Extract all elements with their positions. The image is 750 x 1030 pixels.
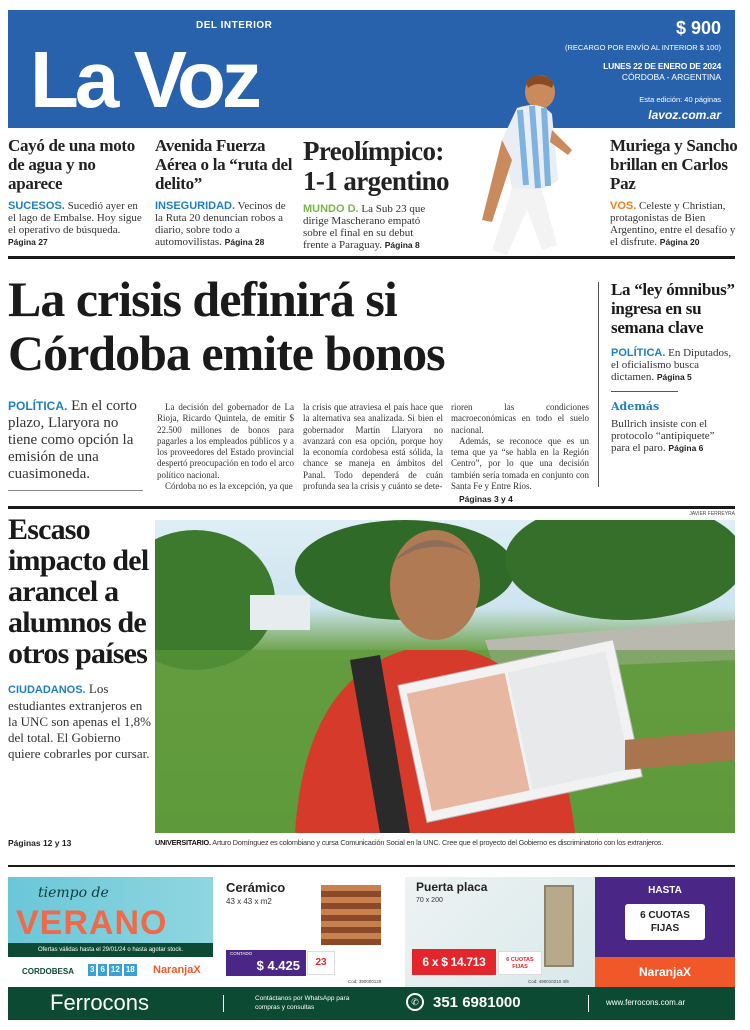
story-headline[interactable]: Muriega y Sancho brillan en Carlos Paz [610,136,738,193]
top-story [610,136,738,248]
section-label: POLÍTICA. [611,347,666,359]
price-label: CONTADO [230,951,253,956]
top-story [8,136,146,248]
story-summary [303,203,438,251]
installment-badge: 18 [125,965,135,974]
section-label: CIUDADANOS. [8,684,86,696]
installment-badge: 6 CUOTAS FIJAS [498,951,542,975]
edition-pages: Esta edición: 40 páginas [639,95,721,104]
contact-text: Contáctanos por WhatsApp para compras y consultas [255,995,350,1011]
hasta-label: HASTA [648,885,682,896]
body-column [157,402,294,492]
price: $ 900 [675,18,721,38]
city: CÓRDOBA - ARGENTINA [621,72,721,82]
page-ref: Página 27 [8,237,48,247]
page-ref: Página 6 [668,443,704,453]
divider [8,506,735,509]
feature-summary [8,681,153,762]
story-headline[interactable]: Avenida Fuerza Aérea o la “ruta del delito” [155,136,293,193]
body-column [451,402,589,506]
feature-story [8,514,153,762]
masthead [8,10,735,128]
cuotas-badge: 6 CUOTAS FIJAS [625,904,705,940]
page-ref: Página 8 [384,240,420,250]
section-label: MUNDO D. [303,203,359,215]
feature-headline[interactable]: Escaso impacto del arancel a alumnos de otros países [8,513,149,670]
page-ref: Páginas 3 y 4 [459,494,513,505]
door-image [544,885,574,967]
column-divider [598,282,599,487]
installment-badge: 23 [307,951,335,975]
installment-badge: 12 [110,965,120,974]
page-ref: Página 28 [224,237,265,247]
side-headline[interactable]: La “ley ómnibus” ingresa en su semana clave [611,280,735,337]
cuotas-panel [595,877,735,957]
separator [223,995,224,1012]
section-label: INSEGURIDAD. [155,200,236,212]
promo-validity: Ofertas válidas hasta el 29/01/24 o hasta agotar stock. [8,943,213,957]
separator [588,995,589,1012]
main-headline[interactable] [8,272,593,380]
installments [88,964,137,976]
logo-subtitle: DEL INTERIOR [196,20,273,31]
product-name: Puerta placa [416,880,488,894]
paragraph: la crisis que atraviesa el país hace que la alternativa sea analizada. Si bien el gobernador Martín Llaryora no avanzará con esa opción, porque hoy la economía cordobesa está sólida, la chance se maneja en ámbitos del Panal. Todo dependerá de cuán profunda sea la crisis y cuánto se dete- [303,402,443,492]
side-story [611,280,736,454]
story-summary [155,200,293,248]
paragraph: Además, se reconoce que es un tema que ya “se habla en la Región Centro”, por lo que una decisión también sería tomada en conjunto con Santa Fe y Entre Ríos. [451,435,589,492]
paragraph: La decisión del gobernador de La Rioja, Ricardo Quintela, de emitir $ 22.500 millones de bonos para pagarles a los empleados públicos y a los proveedores del Estado provincial despertó preocupación en todo el arco político nacional. [157,402,294,480]
ferrocons-ad[interactable] [8,877,735,1020]
page-ref: Página 20 [659,237,700,247]
phone-number[interactable]: 351 6981000 [433,994,521,1011]
section-label: POLÍTICA. [8,399,68,413]
summary-text: La Sub 23 que dirige Mascherano empató sobre el final en su debut frente a Paraguay. [303,203,426,251]
installment-badge: 6 [100,965,105,974]
summary-text: En Diputados, el oficialismo busca dictamen. [611,347,732,383]
naranjax-logo: NaranjaX [595,957,735,987]
surcharge: (RECARGO POR ENVÍO AL INTERIOR $ 100) [564,43,721,52]
summary-text: Bullrich insiste con el protocolo “antipiquete” para el paro. [611,418,715,454]
page-ref: Páginas 12 y 13 [8,838,72,848]
summary-text: Sucedió ayer en el lago de Embalse. Hoy sigue el operativo de búsqueda. [8,200,142,236]
caption-text: Arturo Domínguez es colombiano y cursa Comunicación Social en la UNC. Cree que el proyecto del Gobierno es discriminatorio con los extranjeros. [212,838,664,847]
website-link[interactable]: lavoz.com.ar [648,108,721,122]
top-story [303,136,468,251]
price-box [226,950,306,976]
section-label: VOS. [610,200,637,212]
tile-image [321,885,381,945]
installment-badge: 3 [90,965,95,974]
main-lede [8,398,148,483]
side-summary [611,347,736,383]
logo: La Voz [30,35,258,124]
promo-banner [8,877,213,957]
promo-title: VERANO [16,904,168,942]
headline-line: La crisis definirá si [8,271,397,327]
story-summary [8,200,146,248]
caption-label: UNIVERSITARIO. [155,838,211,847]
player-photo [472,70,577,258]
story-headline[interactable]: Preolímpico: 1-1 argentino [303,136,449,196]
lede-text: En el corto plazo, Llaryora no tiene como opción la emisión de una cuasimoneda. [8,398,137,482]
headline-line: Córdoba emite bonos [8,325,445,381]
promo-script: tiempo de [38,885,109,901]
divider [611,391,678,392]
divider [8,256,735,259]
price-value: $ 4.425 [256,958,300,973]
photo-credit: JAVIER FERREYRA [689,511,735,517]
ademas-summary [611,418,736,454]
top-story [155,136,293,248]
product-size: 70 x 200 [416,897,443,904]
paragraph: Córdoba no es la excepción, ya que [165,481,293,492]
date: LUNES 22 DE ENERO DE 2024 [603,61,721,71]
product-code: Cod: 490010210 4/5 [528,979,569,984]
story-headline[interactable]: Cayó de una moto de agua y no aparece [8,136,135,193]
price-box: 6 x $ 14.713 [412,949,496,975]
product-name: Cerámico [226,880,286,895]
ad-footer [8,987,735,1020]
card-cordobesa: CORDOBESA [22,967,75,976]
photo-scene [155,520,735,833]
body-column [303,402,443,492]
story-summary [610,200,738,248]
card-naranjax: NaranjaX [153,964,201,976]
summary-text: Vecinos de la Ruta 20 denuncian robos a diario, sobre todo a automovilistas. [155,200,286,248]
ademas-label: Además [611,400,660,413]
whatsapp-icon: ✆ [406,993,424,1011]
feature-photo [155,520,735,833]
page-ref: Página 5 [656,372,692,382]
summary-text: Celeste y Christian, protagonistas de Bien Argentino, entre el desafío y el disfrute. [610,200,736,248]
paragraph: rioren las condiciones macroeconómicas en todo el suelo nacional. [451,402,589,435]
brand-logo: Ferrocons [50,990,150,1015]
summary-text: Los estudiantes extranjeros en la UNC son apenas el 1,8% del total. El Gobierno quiere cobrarles por cursar. [8,681,151,761]
divider [8,490,143,491]
photo-caption [155,838,663,847]
product-code: Cod: 390000128 [348,979,382,984]
product-size: 43 x 43 x m2 [226,897,272,906]
divider [8,865,735,867]
section-label: SUCESOS. [8,200,65,212]
ad-website-link[interactable]: www.ferrocons.com.ar [606,998,686,1007]
